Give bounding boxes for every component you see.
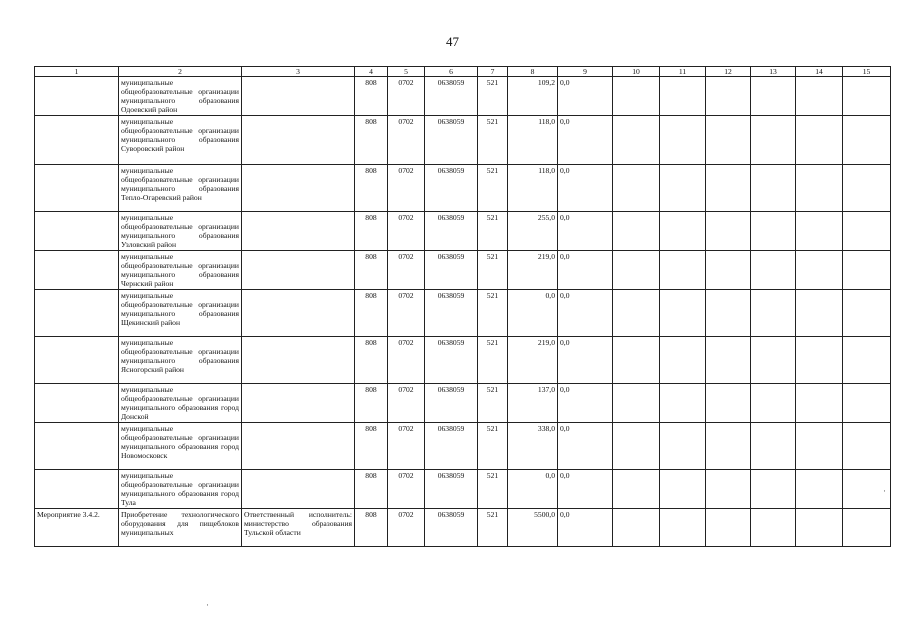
column-header: 1 xyxy=(35,67,119,77)
executor-cell xyxy=(242,212,355,251)
column-header: 13 xyxy=(751,67,796,77)
expense-type-cell: 521 xyxy=(478,251,508,290)
empty-cell xyxy=(843,77,891,116)
empty-cell xyxy=(613,116,660,165)
empty-cell xyxy=(843,290,891,337)
value-cell: 0,0 xyxy=(558,290,613,337)
empty-cell xyxy=(660,251,706,290)
empty-cell xyxy=(796,423,843,470)
target-code-cell: 0638059 xyxy=(425,337,478,384)
section-code-cell: 0702 xyxy=(388,337,425,384)
ministry-code-cell: 808 xyxy=(355,251,388,290)
column-header: 15 xyxy=(843,67,891,77)
empty-cell xyxy=(751,337,796,384)
empty-cell xyxy=(660,116,706,165)
executor-cell xyxy=(242,337,355,384)
description-cell: муниципальные общеобразовательные организации муниципального образования город Тула xyxy=(119,470,242,509)
table-row xyxy=(35,423,891,470)
column-header: 5 xyxy=(388,67,425,77)
empty-cell xyxy=(660,384,706,423)
page-number: 47 xyxy=(446,34,459,49)
description-cell: муниципальные общеобразовательные организации муниципального образования Узловский район xyxy=(119,212,242,251)
target-code-cell: 0638059 xyxy=(425,251,478,290)
empty-cell xyxy=(796,165,843,212)
empty-cell xyxy=(660,509,706,547)
table-row xyxy=(35,116,891,165)
empty-cell xyxy=(751,290,796,337)
expense-type-cell: 521 xyxy=(478,290,508,337)
empty-cell xyxy=(843,251,891,290)
expense-type-cell: 521 xyxy=(478,470,508,509)
empty-cell xyxy=(613,212,660,251)
event-cell xyxy=(35,165,119,212)
empty-cell xyxy=(613,470,660,509)
empty-cell xyxy=(613,165,660,212)
empty-cell xyxy=(796,290,843,337)
table-row xyxy=(35,290,891,337)
expense-type-cell: 521 xyxy=(478,384,508,423)
executor-cell xyxy=(242,423,355,470)
empty-cell xyxy=(751,470,796,509)
empty-cell xyxy=(660,165,706,212)
amount-cell: 0,0 xyxy=(508,290,558,337)
empty-cell xyxy=(706,116,751,165)
empty-cell xyxy=(660,470,706,509)
empty-cell xyxy=(751,212,796,251)
value-cell: 0,0 xyxy=(558,384,613,423)
budget-table xyxy=(34,66,891,547)
table-row xyxy=(35,470,891,509)
ministry-code-cell: 808 xyxy=(355,212,388,251)
ministry-code-cell: 808 xyxy=(355,337,388,384)
target-code-cell: 0638059 xyxy=(425,423,478,470)
target-code-cell: 0638059 xyxy=(425,212,478,251)
empty-cell xyxy=(796,470,843,509)
column-header: 11 xyxy=(660,67,706,77)
event-cell xyxy=(35,384,119,423)
executor-cell xyxy=(242,116,355,165)
column-header: 10 xyxy=(613,67,660,77)
table-row xyxy=(35,509,891,547)
ministry-code-cell: 808 xyxy=(355,470,388,509)
event-cell xyxy=(35,212,119,251)
column-header: 6 xyxy=(425,67,478,77)
empty-cell xyxy=(796,337,843,384)
column-number-row xyxy=(35,67,891,77)
executor-cell xyxy=(242,290,355,337)
column-header: 8 xyxy=(508,67,558,77)
amount-cell: 109,2 xyxy=(508,77,558,116)
target-code-cell: 0638059 xyxy=(425,290,478,337)
description-cell: муниципальные общеобразовательные организации муниципального образования город Донской xyxy=(119,384,242,423)
empty-cell xyxy=(843,509,891,547)
event-cell xyxy=(35,470,119,509)
empty-cell xyxy=(843,337,891,384)
empty-cell xyxy=(751,509,796,547)
executor-cell xyxy=(242,384,355,423)
empty-cell xyxy=(706,384,751,423)
amount-cell: 137,0 xyxy=(508,384,558,423)
empty-cell xyxy=(706,423,751,470)
description-cell: муниципальные общеобразовательные организации муниципального образования Чернский район xyxy=(119,251,242,290)
description-cell: Приобретение технологического оборудования для пищеблоков муниципальных xyxy=(119,509,242,547)
value-cell: 0,0 xyxy=(558,423,613,470)
amount-cell: 255,0 xyxy=(508,212,558,251)
target-code-cell: 0638059 xyxy=(425,509,478,547)
empty-cell xyxy=(613,251,660,290)
amount-cell: 338,0 xyxy=(508,423,558,470)
section-code-cell: 0702 xyxy=(388,384,425,423)
amount-cell: 118,0 xyxy=(508,165,558,212)
empty-cell xyxy=(706,470,751,509)
event-cell xyxy=(35,251,119,290)
description-cell: муниципальные общеобразовательные организации муниципального образования Одоевский район xyxy=(119,77,242,116)
empty-cell xyxy=(751,384,796,423)
empty-cell xyxy=(660,337,706,384)
empty-cell xyxy=(796,384,843,423)
table-row xyxy=(35,384,891,423)
expense-type-cell: 521 xyxy=(478,423,508,470)
executor-cell xyxy=(242,165,355,212)
table-row xyxy=(35,251,891,290)
empty-cell xyxy=(843,212,891,251)
ministry-code-cell: 808 xyxy=(355,77,388,116)
table-body xyxy=(35,67,891,547)
column-header: 12 xyxy=(706,67,751,77)
expense-type-cell: 521 xyxy=(478,509,508,547)
amount-cell: 219,0 xyxy=(508,337,558,384)
executor-cell xyxy=(242,77,355,116)
scan-speck: · xyxy=(206,600,209,610)
column-header: 14 xyxy=(796,67,843,77)
empty-cell xyxy=(613,290,660,337)
description-cell: муниципальные общеобразовательные организации муниципального образования Тепло-Огаревский район xyxy=(119,165,242,212)
column-header: 3 xyxy=(242,67,355,77)
section-code-cell: 0702 xyxy=(388,212,425,251)
empty-cell xyxy=(613,384,660,423)
event-cell: Мероприятие 3.4.2. xyxy=(35,509,119,547)
empty-cell xyxy=(751,251,796,290)
value-cell: 0,0 xyxy=(558,509,613,547)
empty-cell xyxy=(660,290,706,337)
empty-cell xyxy=(613,77,660,116)
empty-cell xyxy=(706,509,751,547)
value-cell: 0,0 xyxy=(558,337,613,384)
table-row xyxy=(35,337,891,384)
event-cell xyxy=(35,423,119,470)
section-code-cell: 0702 xyxy=(388,290,425,337)
description-cell: муниципальные общеобразовательные организации муниципального образования Суворовский район xyxy=(119,116,242,165)
value-cell: 0,0 xyxy=(558,165,613,212)
ministry-code-cell: 808 xyxy=(355,423,388,470)
event-cell xyxy=(35,116,119,165)
target-code-cell: 0638059 xyxy=(425,165,478,212)
target-code-cell: 0638059 xyxy=(425,470,478,509)
section-code-cell: 0702 xyxy=(388,423,425,470)
empty-cell xyxy=(660,423,706,470)
table-row xyxy=(35,212,891,251)
empty-cell xyxy=(796,77,843,116)
amount-cell: 5500,0 xyxy=(508,509,558,547)
empty-cell xyxy=(706,251,751,290)
empty-cell xyxy=(613,509,660,547)
value-cell: 0,0 xyxy=(558,77,613,116)
empty-cell xyxy=(751,423,796,470)
expense-type-cell: 521 xyxy=(478,212,508,251)
empty-cell xyxy=(751,116,796,165)
amount-cell: 118,0 xyxy=(508,116,558,165)
target-code-cell: 0638059 xyxy=(425,116,478,165)
empty-cell xyxy=(706,77,751,116)
column-header: 2 xyxy=(119,67,242,77)
empty-cell xyxy=(706,290,751,337)
empty-cell xyxy=(613,423,660,470)
ministry-code-cell: 808 xyxy=(355,290,388,337)
empty-cell xyxy=(796,116,843,165)
section-code-cell: 0702 xyxy=(388,77,425,116)
expense-type-cell: 521 xyxy=(478,337,508,384)
empty-cell xyxy=(660,77,706,116)
empty-cell xyxy=(796,509,843,547)
event-cell xyxy=(35,337,119,384)
value-cell: 0,0 xyxy=(558,251,613,290)
empty-cell xyxy=(843,165,891,212)
empty-cell xyxy=(706,165,751,212)
description-cell: муниципальные общеобразовательные организации муниципального образования Ясногорский район xyxy=(119,337,242,384)
section-code-cell: 0702 xyxy=(388,470,425,509)
empty-cell xyxy=(751,165,796,212)
ministry-code-cell: 808 xyxy=(355,384,388,423)
event-cell xyxy=(35,290,119,337)
ministry-code-cell: 808 xyxy=(355,116,388,165)
empty-cell xyxy=(843,384,891,423)
value-cell: 0,0 xyxy=(558,212,613,251)
empty-cell xyxy=(751,77,796,116)
empty-cell xyxy=(796,212,843,251)
scan-speck: · xyxy=(883,486,886,496)
empty-cell xyxy=(843,423,891,470)
target-code-cell: 0638059 xyxy=(425,384,478,423)
executor-cell xyxy=(242,251,355,290)
empty-cell xyxy=(796,251,843,290)
empty-cell xyxy=(843,116,891,165)
description-cell: муниципальные общеобразовательные организации муниципального образования город Новомосковск xyxy=(119,423,242,470)
expense-type-cell: 521 xyxy=(478,116,508,165)
event-cell xyxy=(35,77,119,116)
expense-type-cell: 521 xyxy=(478,77,508,116)
expense-type-cell: 521 xyxy=(478,165,508,212)
section-code-cell: 0702 xyxy=(388,116,425,165)
column-header: 7 xyxy=(478,67,508,77)
ministry-code-cell: 808 xyxy=(355,509,388,547)
value-cell: 0,0 xyxy=(558,116,613,165)
executor-cell: Ответственный исполнитель: министерство образования Тульской области xyxy=(242,509,355,547)
column-header: 9 xyxy=(558,67,613,77)
executor-cell xyxy=(242,470,355,509)
target-code-cell: 0638059 xyxy=(425,77,478,116)
ministry-code-cell: 808 xyxy=(355,165,388,212)
section-code-cell: 0702 xyxy=(388,251,425,290)
section-code-cell: 0702 xyxy=(388,509,425,547)
empty-cell xyxy=(706,337,751,384)
empty-cell xyxy=(660,212,706,251)
empty-cell xyxy=(613,337,660,384)
empty-cell xyxy=(706,212,751,251)
table-row xyxy=(35,77,891,116)
column-header: 4 xyxy=(355,67,388,77)
amount-cell: 0,0 xyxy=(508,470,558,509)
amount-cell: 219,0 xyxy=(508,251,558,290)
value-cell: 0,0 xyxy=(558,470,613,509)
table-row xyxy=(35,165,891,212)
description-cell: муниципальные общеобразовательные организации муниципального образования Щекинский район xyxy=(119,290,242,337)
section-code-cell: 0702 xyxy=(388,165,425,212)
